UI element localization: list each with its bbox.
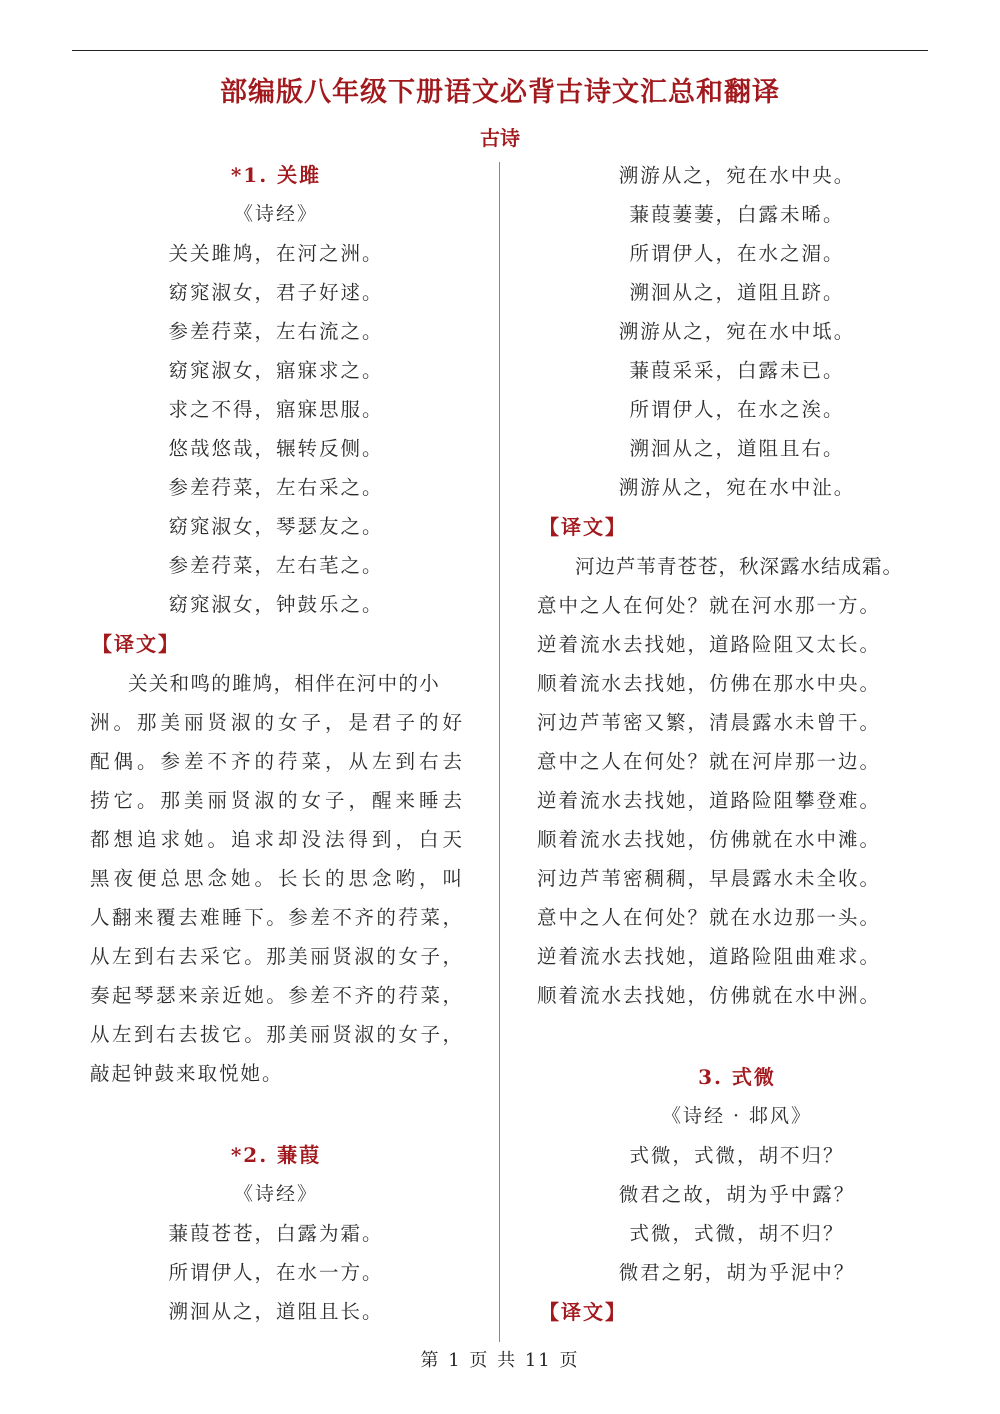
poem-line: 式微，式微，胡不归？ (629, 1144, 845, 1167)
poem-title: 3. 式微 (698, 1065, 776, 1089)
translation-line: 逆着流水去找她，道路险阻攀登难。 (537, 789, 882, 812)
poem-source: 《诗经》 (233, 1183, 318, 1205)
poem-source: 《诗经 · 邶风》 (661, 1105, 813, 1127)
poem-line: 所谓伊人，在水之湄。 (629, 242, 845, 265)
poem-line: 窈窕淑女，琴瑟友之。 (168, 515, 384, 538)
poem-line: 溯游从之，宛在水中坻。 (618, 320, 856, 343)
poem-line: 溯洄从之，道阻且长。 (168, 1300, 384, 1323)
poem-line: 参差荇菜，左右芼之。 (168, 554, 384, 577)
poem-line: 溯洄从之，道阻且右。 (629, 437, 845, 460)
poem-line: 式微，式微，胡不归？ (629, 1222, 845, 1245)
document-title: 部编版八年级下册语文必背古诗文汇总和翻译 (220, 77, 780, 108)
poem-line: 求之不得，寤寐思服。 (168, 398, 384, 421)
translation-line: 意中之人在何处？就在河水那一方。 (537, 594, 882, 617)
translation-line: 从左到右去拔它。那美丽贤淑的女子， (90, 1023, 462, 1046)
page-footer: 第 1 页 共 11 页 (420, 1350, 580, 1371)
poem-line: 窈窕淑女，寤寐求之。 (168, 359, 384, 382)
translation-line: 顺着流水去找她，仿佛就在水中滩。 (537, 828, 882, 851)
section-title: 古诗 (480, 126, 520, 150)
column-divider (499, 162, 500, 1342)
poem-line: 微君之故，胡为乎中露？ (618, 1183, 856, 1206)
translation-line: 配偶。参差不齐的荇菜，从左到右去 (90, 750, 462, 773)
translation-line: 逆着流水去找她，道路险阻又太长。 (537, 633, 882, 656)
translation-line: 逆着流水去找她，道路险阻曲难求。 (537, 945, 882, 968)
poem-title: *1. 关雎 (230, 163, 322, 187)
poem-line: 窈窕淑女，君子好逑。 (168, 281, 384, 304)
translation-line: 意中之人在何处？就在河岸那一边。 (537, 750, 882, 773)
translation-label: 【译文】 (539, 1300, 627, 1324)
translation-line: 河边芦苇青苍苍，秋深露水结成霜。 (575, 555, 904, 578)
poem-line: 关关雎鸠，在河之洲。 (168, 242, 384, 265)
translation-line: 敲起钟鼓来取悦她。 (90, 1062, 284, 1085)
translation-line: 顺着流水去找她，仿佛在那水中央。 (537, 672, 882, 695)
translation-line: 关关和鸣的雎鸠，相伴在河中的小 (128, 672, 441, 695)
translation-line: 河边芦苇密又繁，清晨露水未曾干。 (537, 711, 882, 734)
translation-line: 都想追求她。追求却没法得到，白天 (90, 828, 462, 851)
poem-line: 窈窕淑女，钟鼓乐之。 (168, 593, 384, 616)
translation-line: 意中之人在何处？就在水边那一头。 (537, 906, 882, 929)
poem-line: 溯游从之，宛在水中央。 (618, 164, 856, 187)
poem-line: 参差荇菜，左右流之。 (168, 320, 384, 343)
poem-source: 《诗经》 (233, 203, 318, 225)
translation-line: 洲。那美丽贤淑的女子，是君子的好 (90, 711, 462, 734)
translation-line: 奏起琴瑟来亲近她。参差不齐的荇菜， (90, 984, 462, 1007)
translation-line: 捞它。那美丽贤淑的女子，醒来睡去 (90, 789, 462, 812)
top-rule (72, 50, 928, 51)
translation-line: 顺着流水去找她，仿佛就在水中洲。 (537, 984, 882, 1007)
poem-line: 蒹葭萋萋，白露未晞。 (629, 203, 845, 226)
translation-label: 【译文】 (92, 632, 180, 656)
poem-line: 所谓伊人，在水一方。 (168, 1261, 384, 1284)
poem-line: 蒹葭采采，白露未已。 (629, 359, 845, 382)
poem-line: 所谓伊人，在水之涘。 (629, 398, 845, 421)
translation-label: 【译文】 (539, 515, 627, 539)
translation-line: 黑夜便总思念她。长长的思念哟，叫 (90, 867, 462, 890)
poem-line: 微君之躬，胡为乎泥中？ (618, 1261, 856, 1284)
translation-line: 从左到右去采它。那美丽贤淑的女子， (90, 945, 462, 968)
poem-line: 溯洄从之，道阻且跻。 (629, 281, 845, 304)
translation-line: 河边芦苇密稠稠，早晨露水未全收。 (537, 867, 882, 890)
poem-line: 蒹葭苍苍，白露为霜。 (168, 1222, 384, 1245)
translation-line: 人翻来覆去难睡下。参差不齐的荇菜， (90, 906, 462, 929)
poem-line: 参差荇菜，左右采之。 (168, 476, 384, 499)
poem-line: 悠哉悠哉，辗转反侧。 (168, 437, 384, 460)
poem-line: 溯游从之，宛在水中沚。 (618, 476, 856, 499)
poem-title: *2. 蒹葭 (230, 1143, 322, 1167)
